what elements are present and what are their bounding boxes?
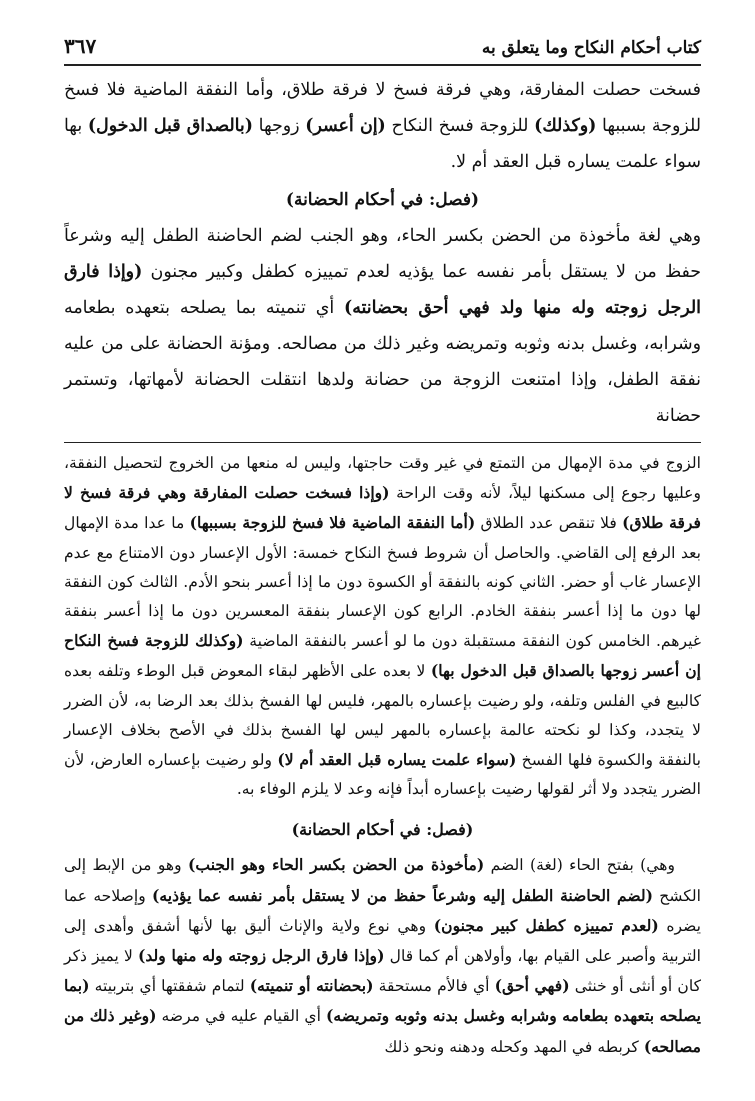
matn-paragraph-1: فسخت حصلت المفارقة، وهي فرقة فسخ لا فرقة طلاق، وأما النفقة الماضية فلا فسخ للزوجة بسببها (وكذلك) للزوجة فسخ النكاح (إن أعسر) زوجها (بالصداق قبل الدخول) بها سواء علمت يساره قبل العقد أم لا. — [64, 80, 701, 172]
page-number: ٣٦٧ — [64, 34, 97, 58]
sharh-section — [64, 449, 701, 1062]
sharh-paragraph-2: وهي) بفتح الحاء (لغة) الضم (مأخوذة من الحضن بكسر الحاء وهو الجنب) وهو من الإبط إلى الكشح (لضم الحاضنة الطفل إليه وشرعاً حفظ من لا يستقل بأمر نفسه عما يؤذيه) وإصلاحه عما يضره (لعدم تمييزه كطفل كبير مجنون) وهي نوع ولاية والإناث أليق بها لأنها أشفق وأهدى إلى التربية وأصبر على القيام بها، وأولاهن أم كما قال (وإذا فارق الرجل زوجته وله منها ولد) لا يميز ذكر كان أو أنثى أو خنثى (فهي أحق) أي فالأم مستحقة (بحضانته أو تنميته) لتمام شفقتها أي بتربيته (بما يصلحه بتعهده بطعامه وشرابه وغسل بدنه وثوبه وتمريضه) أي القيام عليه في مرضه (وغير ذلك من مصالحه) كربطه في المهد وكحله ودهنه ونحو ذلك — [64, 855, 702, 1056]
sharh-paragraph-1: الزوج في مدة الإمهال من التمتع في غير وقت حاجتها، وليس له منعها من الخروج لتحصيل النفقة، وعليها رجوع إلى مسكنها ليلاً، لأنه وقت الراحة (وإذا فسخت حصلت المفارقة وهي فرقة فسخ لا فرقة طلاق) فلا تنقص عدد الطلاق (أما النفقة الماضية فلا فسخ للزوجة بسببها) ما عدا مدة الإمهال بعد الرفع إلى القاضي. والحاصل أن شروط فسخ النكاح خمسة: الأول الإعسار دون الامتناع مع عدم الإعسار غاب أو حضر. الثاني كونه بالنفقة أو الكسوة دون ما إذا أعسر بنحو الأدم. الثالث كون النفقة لها دون ما إذا أعسر بنفقة الخادم. الرابع كون الإعسار بنفقة المعسرين دون ما إذا أعسر بنفقة غيرهم. الخامس كون النفقة مستقبلة دون ما لو أعسر بالنفقة الماضية (وكذلك للزوجة فسخ النكاح إن أعسر زوجها بالصداق قبل الدخول بها) لا بعده على الأظهر لبقاء المعوض قبل الوطء وتلفه بعده كالبيع في الفلس وتلفه، ولو رضيت بإعساره بالمهر، فليس لها الفسخ بذلك بعد الرضا به، لأن الضرر لا يتجدد، وكذا لو نكحته عالمة بإعساره بالمهر ليس لها الفسخ بذلك في الأصح بخلاف الإعسار بالنفقة والكسوة فلها الفسخ (سواء علمت يساره قبل العقد أم لا) ولو رضيت بإعساره العارض، لأن الضرر يتجدد ولا أثر لقولها رضيت بإعساره أبداً فإنه وعد لا يلزم الوفاء به. — [64, 454, 701, 799]
running-header — [64, 34, 701, 66]
matn-section — [64, 72, 701, 434]
sharh-section-heading: (فصل: في أحكام الحضانة) — [291, 820, 474, 840]
matn-section-heading: (فصل: في أحكام الحضانة) — [285, 190, 480, 210]
matn-paragraph-2: وهي لغة مأخوذة من الحضن بكسر الحاء، وهو الجنب لضم الحاضنة الطفل إليه وشرعاً حفظ من لا يستقل بأمر نفسه عما يؤذيه لعدم تمييزه كطفل وكبير مجنون (وإذا فارق الرجل زوجته وله منها ولد فهي أحق بحضانته) أي تنميته بما يصلحه بتعهده بطعامه وشرابه، وغسل بدنه وثوبه وتمريضه وغير ذلك من مصالحه. ومؤنة الحضانة على من عليه نفقة الطفل، وإذا امتنعت الزوجة من حضانة ولدها انتقلت الحضانة لأمهاتها، وتستمر حضانة — [64, 226, 702, 426]
header-title: كتاب أحكام النكاح وما يتعلق به — [481, 38, 701, 58]
footnote-divider — [64, 442, 701, 443]
